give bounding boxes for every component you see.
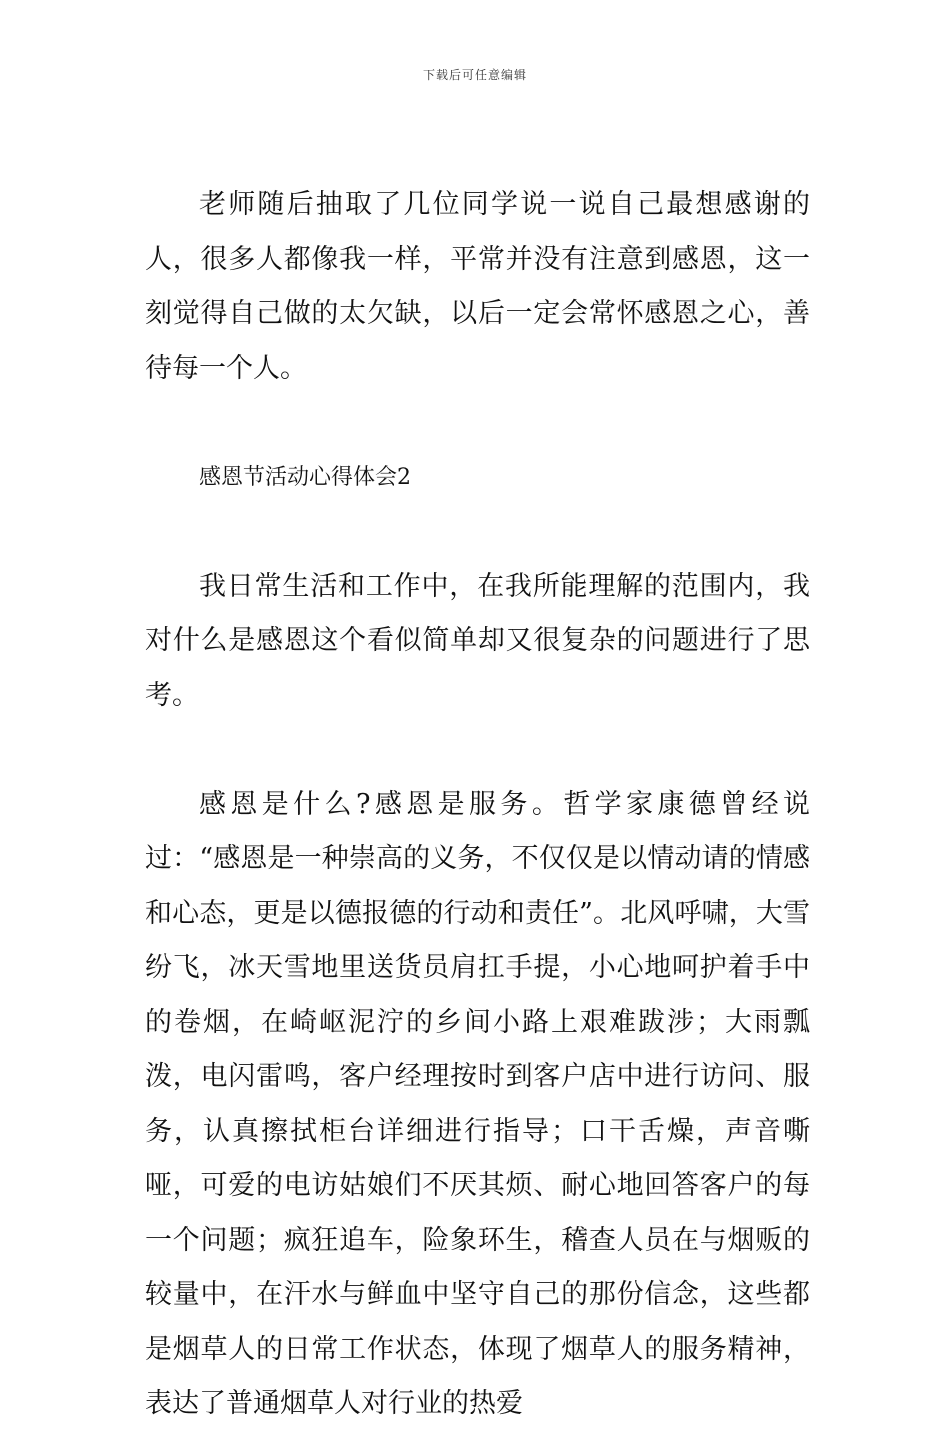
section-heading: 感恩节活动心得体会2	[199, 464, 411, 490]
paragraph-spacer	[145, 396, 810, 451]
paragraph-spacer	[145, 505, 810, 560]
paragraph-intro: 我日常生活和工作中，在我所能理解的范围内，我对什么是感恩这个看似简单却又很复杂的问题进行了思考。	[145, 570, 810, 711]
page-header-note: 下载后可任意编辑	[422, 68, 527, 82]
paragraph-thanks: 老师随后抽取了几位同学说一说自己最想感谢的人，很多人都像我一样，平常并没有注意到感恩，这一刻觉得自己做的太欠缺，以后一定会常怀感恩之心，善待每一个人。	[145, 189, 810, 384]
paragraph-service: 感恩是什么?感恩是服务。哲学家康德曾经说过：“感恩是一种崇高的义务，不仅仅是以情动请的情感和心态，更是以德报德的行动和责任”。北风呼啸，大雪纷飞，冰天雪地里送货员肩扛手提，小心地呵护着手中的卷烟，在崎岖泥泞的乡间小路上艰难跋涉；大雨瓢泼，电闪雷鸣，客户经理按时到客户店中进行访问、服务，认真擦拭柜台详细进行指导；口干舌燥，声音嘶哑，可爱的电访姑娘们不厌其烦、耐心地回答客户的每一个问题；疯狂追车，险象环生，稽查人员在与烟贩的较量中，在汗水与鲜血中坚守自己的那份信念，这些都是烟草人的日常工作状态，体现了烟草人的服务精神，表达了普通烟草人对行业的热爱	[145, 788, 810, 1419]
paragraph-spacer	[145, 723, 810, 778]
document-body	[145, 178, 810, 1432]
